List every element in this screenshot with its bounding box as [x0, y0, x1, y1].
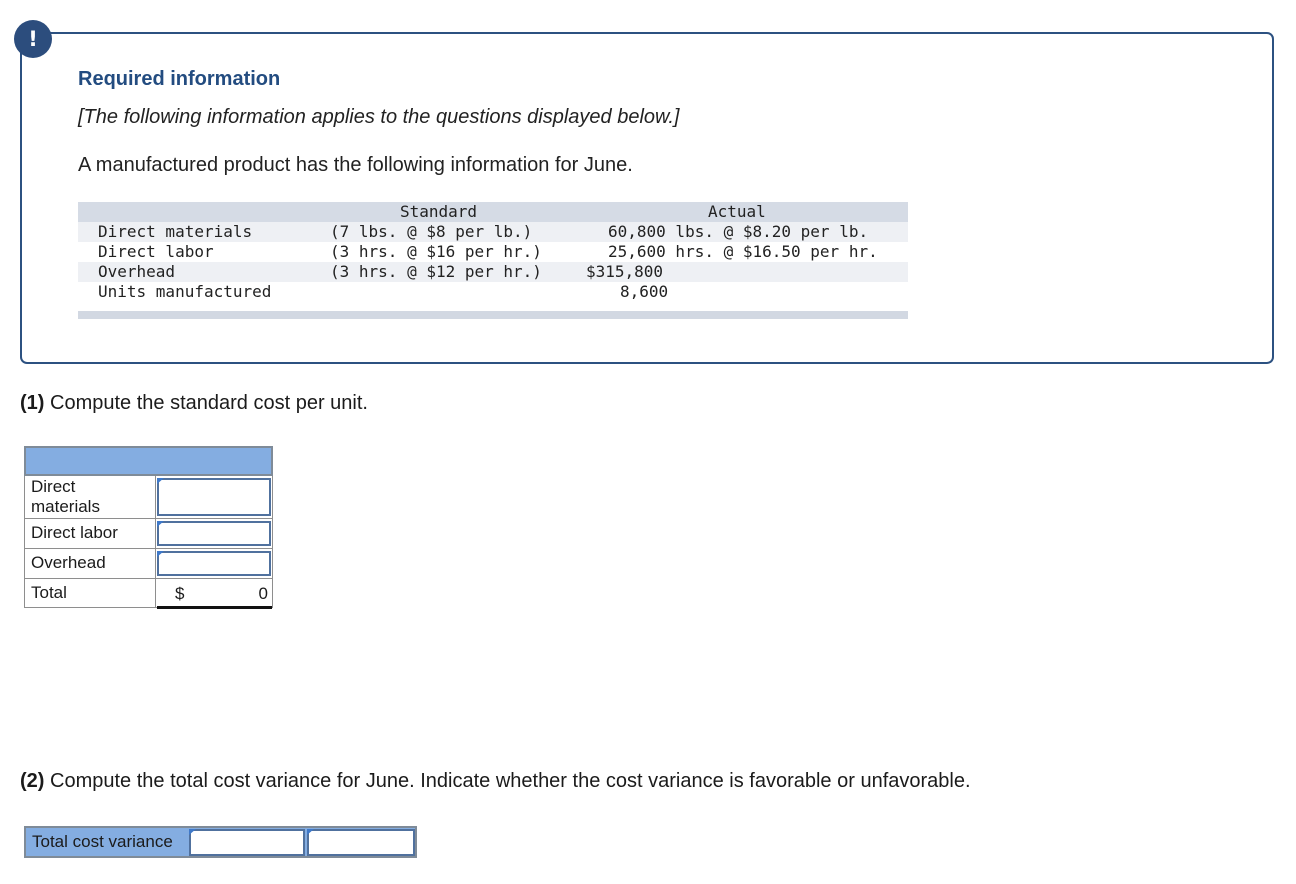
table-row	[78, 242, 908, 262]
total-value: 0	[258, 584, 268, 603]
table-row	[78, 262, 908, 282]
cost-row-overhead	[24, 549, 273, 579]
row-standard: (3 hrs. @ $16 per hr.)	[330, 242, 542, 261]
cost-row-total	[24, 579, 273, 608]
applies-note: [The following information applies to the questions displayed below.]	[78, 106, 680, 128]
row-standard: (7 lbs. @ $8 per lb.)	[330, 222, 533, 241]
intro-text: A manufactured product has the following information for June.	[78, 154, 633, 176]
cost-row-label: Direct labor	[25, 519, 156, 548]
question-2-number: (2)	[20, 770, 45, 792]
direct-materials-input[interactable]	[157, 478, 271, 516]
question-1-number: (1)	[20, 392, 45, 414]
row-actual: 8,600	[620, 282, 669, 301]
table-row	[78, 282, 908, 302]
cost-row-direct-materials	[24, 476, 273, 519]
question-2-text: Compute the total cost variance for June. Indicate whether the cost variance is favorable or unfavorable.	[50, 770, 971, 792]
row-actual: $315,800	[586, 262, 664, 281]
required-info-title: Required information	[78, 68, 281, 90]
row-label: Units manufactured	[98, 282, 272, 301]
direct-labor-input[interactable]	[157, 521, 271, 546]
row-standard: (3 hrs. @ $12 per hr.)	[330, 262, 542, 281]
total-cost-variance-row	[24, 826, 417, 858]
cost-table-header	[24, 446, 273, 476]
row-actual: 60,800 lbs. @ $8.20 per lb.	[608, 222, 869, 241]
cost-row-label: Total	[25, 579, 156, 607]
standard-header: Standard	[400, 202, 478, 221]
question-2	[20, 770, 971, 793]
variance-amount-input[interactable]	[189, 829, 305, 856]
row-label: Overhead	[98, 262, 176, 281]
total-cost-variance-label: Total cost variance	[32, 832, 173, 851]
question-1-text: Compute the standard cost per unit.	[50, 392, 368, 414]
variance-type-select[interactable]	[307, 829, 415, 856]
table-row	[78, 222, 908, 242]
cost-info-table	[78, 202, 908, 319]
question-1	[20, 392, 368, 415]
required-information-box	[20, 32, 1274, 364]
total-cell	[157, 579, 272, 609]
standard-cost-table	[24, 446, 273, 610]
cost-row-label: Direct materials	[25, 476, 156, 518]
alert-icon: !	[14, 20, 52, 58]
table-header-row	[78, 202, 908, 222]
cost-row-label: Overhead	[25, 549, 156, 578]
actual-header: Actual	[708, 202, 766, 221]
table-footer-bar	[78, 311, 908, 319]
total-currency: $	[175, 584, 185, 603]
cost-row-direct-labor	[24, 519, 273, 549]
row-label: Direct materials	[98, 222, 253, 241]
row-actual: 25,600 hrs. @ $16.50 per hr.	[608, 242, 878, 261]
overhead-input[interactable]	[157, 551, 271, 576]
row-label: Direct labor	[98, 242, 214, 261]
